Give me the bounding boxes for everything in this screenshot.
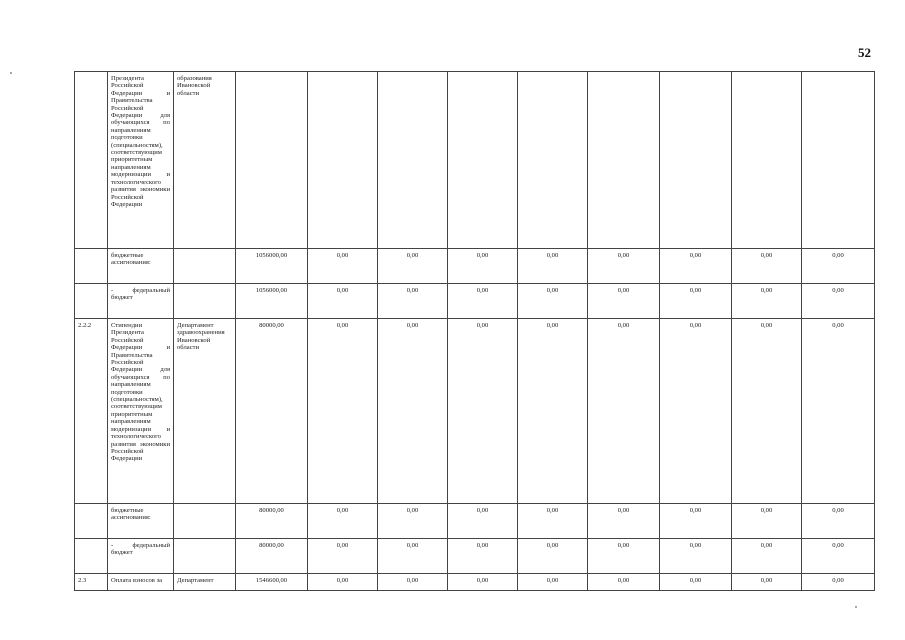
total-amount-cell: 1056000,00 xyxy=(236,249,308,284)
year-amount-cell: 0,00 xyxy=(378,539,448,574)
row-number-cell xyxy=(75,249,108,284)
total-amount-cell xyxy=(236,72,308,249)
year-amount-cell: 0,00 xyxy=(448,504,518,539)
table-row xyxy=(75,284,875,319)
year-amount-cell: 0,00 xyxy=(308,249,378,284)
year-amount-cell xyxy=(378,72,448,249)
row-number-cell: 2.3 xyxy=(75,574,108,591)
row-number-cell: 2.2.2 xyxy=(75,319,108,504)
year-amount-cell: 0,00 xyxy=(448,539,518,574)
table-body xyxy=(75,72,875,591)
year-amount-cell: 0,00 xyxy=(802,504,875,539)
year-amount-cell: 0,00 xyxy=(588,574,660,591)
year-amount-cell xyxy=(802,72,875,249)
executor-cell xyxy=(174,249,236,284)
table-row xyxy=(75,72,875,249)
year-amount-cell xyxy=(732,72,802,249)
total-amount-cell: 80000,00 xyxy=(236,539,308,574)
year-amount-cell: 0,00 xyxy=(448,574,518,591)
page-number: 52 xyxy=(858,45,871,60)
scan-speck xyxy=(855,606,857,608)
event-name-cell: Оплата взносов за xyxy=(108,574,174,591)
year-amount-cell: 0,00 xyxy=(802,319,875,504)
row-number-cell xyxy=(75,284,108,319)
budget-table xyxy=(74,71,875,591)
year-amount-cell: 0,00 xyxy=(588,249,660,284)
year-amount-cell: 0,00 xyxy=(732,574,802,591)
executor-cell xyxy=(174,504,236,539)
year-amount-cell: 0,00 xyxy=(588,319,660,504)
event-name-cell: бюджетные ассигнования: xyxy=(108,504,174,539)
year-amount-cell: 0,00 xyxy=(802,574,875,591)
year-amount-cell: 0,00 xyxy=(660,249,732,284)
year-amount-cell: 0,00 xyxy=(378,504,448,539)
year-amount-cell: 0,00 xyxy=(802,539,875,574)
row-number-cell xyxy=(75,72,108,249)
year-amount-cell: 0,00 xyxy=(660,284,732,319)
year-amount-cell: 0,00 xyxy=(588,284,660,319)
year-amount-cell: 0,00 xyxy=(448,319,518,504)
total-amount-cell: 80000,00 xyxy=(236,319,308,504)
event-name-cell: - федеральный бюджет xyxy=(108,539,174,574)
year-amount-cell xyxy=(308,72,378,249)
year-amount-cell: 0,00 xyxy=(518,539,588,574)
year-amount-cell: 0,00 xyxy=(588,504,660,539)
year-amount-cell: 0,00 xyxy=(308,539,378,574)
year-amount-cell: 0,00 xyxy=(378,249,448,284)
year-amount-cell xyxy=(448,72,518,249)
year-amount-cell: 0,00 xyxy=(732,539,802,574)
year-amount-cell: 0,00 xyxy=(518,319,588,504)
executor-cell xyxy=(174,284,236,319)
total-amount-cell: 1056000,00 xyxy=(236,284,308,319)
year-amount-cell: 0,00 xyxy=(660,574,732,591)
executor-cell xyxy=(174,539,236,574)
year-amount-cell: 0,00 xyxy=(802,284,875,319)
year-amount-cell: 0,00 xyxy=(518,249,588,284)
row-number-cell xyxy=(75,504,108,539)
year-amount-cell: 0,00 xyxy=(588,539,660,574)
year-amount-cell: 0,00 xyxy=(518,504,588,539)
year-amount-cell xyxy=(518,72,588,249)
table-row xyxy=(75,249,875,284)
executor-cell: образования Ивановской области xyxy=(174,72,236,249)
event-name-cell: бюджетные ассигнования: xyxy=(108,249,174,284)
year-amount-cell: 0,00 xyxy=(448,284,518,319)
year-amount-cell: 0,00 xyxy=(308,319,378,504)
year-amount-cell: 0,00 xyxy=(308,284,378,319)
year-amount-cell: 0,00 xyxy=(378,284,448,319)
year-amount-cell: 0,00 xyxy=(732,504,802,539)
executor-cell: Департамент xyxy=(174,574,236,591)
year-amount-cell: 0,00 xyxy=(448,249,518,284)
year-amount-cell: 0,00 xyxy=(518,284,588,319)
table-row xyxy=(75,504,875,539)
year-amount-cell: 0,00 xyxy=(732,319,802,504)
table-row xyxy=(75,574,875,591)
scan-speck xyxy=(10,72,12,74)
year-amount-cell: 0,00 xyxy=(732,284,802,319)
table-row xyxy=(75,539,875,574)
event-name-cell: Стипендии Президента Российской Федерации и Правительства Российской Федерации для обучающихся по направлениям подготовки (специальностям), соответствующим приоритетным направлениям модернизации и технологического развития экономики Российской Федерации xyxy=(108,319,174,504)
year-amount-cell: 0,00 xyxy=(378,319,448,504)
year-amount-cell: 0,00 xyxy=(660,319,732,504)
executor-cell: Департамент здравоохранения Ивановской области xyxy=(174,319,236,504)
year-amount-cell: 0,00 xyxy=(308,504,378,539)
year-amount-cell: 0,00 xyxy=(802,249,875,284)
year-amount-cell xyxy=(588,72,660,249)
year-amount-cell: 0,00 xyxy=(660,539,732,574)
event-name-cell: - федеральный бюджет xyxy=(108,284,174,319)
year-amount-cell: 0,00 xyxy=(660,504,732,539)
total-amount-cell: 1546600,00 xyxy=(236,574,308,591)
table-row xyxy=(75,319,875,504)
year-amount-cell: 0,00 xyxy=(378,574,448,591)
year-amount-cell: 0,00 xyxy=(518,574,588,591)
year-amount-cell: 0,00 xyxy=(308,574,378,591)
event-name-cell: Президента Российской Федерации и Правительства Российской Федерации для обучающихся по направлениям подготовки (специальностям), соответствующим приоритетным направлениям модернизации и технологического развития экономики Российской Федерации xyxy=(108,72,174,249)
row-number-cell xyxy=(75,539,108,574)
total-amount-cell: 80000,00 xyxy=(236,504,308,539)
year-amount-cell: 0,00 xyxy=(732,249,802,284)
year-amount-cell xyxy=(660,72,732,249)
